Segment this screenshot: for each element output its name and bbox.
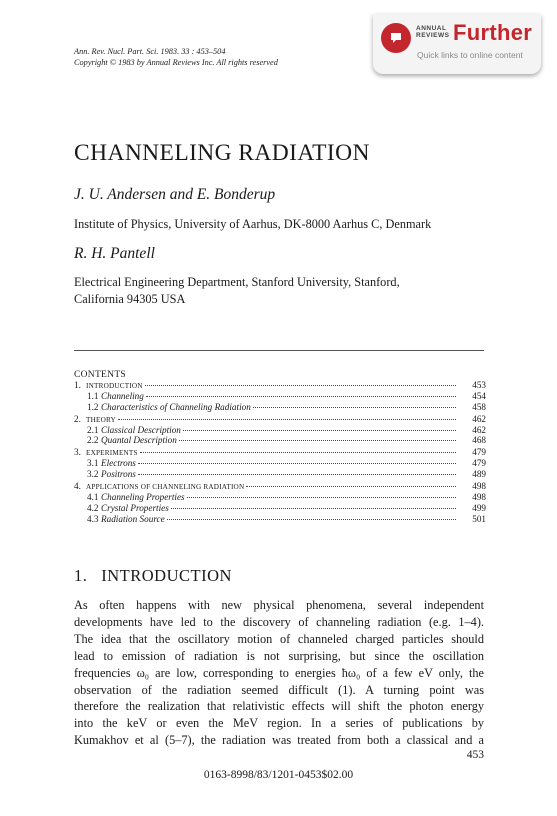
body-line: into the keV or even the MeV region. In a series of publications by [74, 716, 484, 731]
body-text [74, 597, 484, 749]
toc-leader-dots [140, 452, 456, 453]
section-divider [74, 350, 484, 351]
toc-entry[interactable]: 3.1 Electrons 479 [87, 458, 486, 469]
annual-reviews-logo-icon [381, 23, 411, 53]
toc-entry[interactable]: 4.1 Channeling Properties 498 [87, 491, 486, 502]
toc-entry[interactable]: 2. THEORY 462 [74, 413, 486, 424]
toc-leader-dots [138, 474, 456, 475]
body-line: therefore the realization that relativistic effects will shift the photon energy [74, 699, 484, 714]
toc-entry[interactable]: 3. EXPERIMENTS 479 [74, 447, 486, 458]
toc-leader-dots [145, 385, 456, 386]
body-line: The idea that the oscillatory motion of channeled charged particles should [74, 631, 484, 646]
toc-entry[interactable]: 1. INTRODUCTION 453 [74, 380, 486, 390]
journal-header [74, 46, 278, 68]
journal-citation: Ann. Rev. Nucl. Part. Sci. 1983. 33 : 453–504 [74, 47, 226, 56]
toc-entry[interactable]: 4.3 Radiation Source 501 [87, 513, 486, 524]
body-line: lead to emission of radiation is not surprising, but since the oscillation [74, 648, 484, 663]
toc-entry[interactable]: 1.2 Characteristics of Channeling Radiation 458 [87, 401, 486, 412]
toc-entry[interactable]: 4.2 Crystal Properties 499 [87, 502, 486, 513]
toc-leader-dots [187, 497, 456, 498]
toc-leader-dots [167, 519, 456, 520]
toc-entry[interactable]: 2.1 Classical Description 462 [87, 424, 486, 435]
toc-entry[interactable]: 2.2 Quantal Description 468 [87, 435, 486, 446]
banner-tagline: Quick links to online content [417, 50, 523, 60]
banner-headline: Further [453, 20, 533, 45]
toc-leader-dots [171, 508, 456, 509]
body-line: Kumakhov et al (5–7), the radiation was treated from both a classical and a [74, 733, 484, 748]
page-number: 453 [466, 749, 484, 761]
toc-leader-dots [246, 486, 456, 487]
contents-heading: CONTENTS [74, 370, 127, 380]
body-line: frequencies ω₀ are low, corresponding to energies ħω₀ of a few eV only, the [74, 665, 484, 680]
further-banner[interactable] [373, 14, 541, 74]
article-title: CHANNELING RADIATION [74, 140, 370, 166]
toc-leader-dots [253, 407, 456, 408]
toc-leader-dots [183, 430, 456, 431]
affiliation-1: Institute of Physics, University of Aarhus, DK-8000 Aarhus C, Denmark [74, 217, 432, 231]
table-of-contents [74, 380, 486, 525]
toc-entry[interactable]: 1.1 Channeling 454 [87, 390, 486, 401]
footer-code: 0163-8998/83/1201-0453$02.00 [203, 769, 354, 781]
authors-1: J. U. Andersen and E. Bonderup [74, 186, 276, 203]
body-line: As often happens with new physical phenomena, several independent [74, 598, 484, 612]
affiliation-2: Electrical Engineering Department, Stanford University, Stanford, California 94305 USA [74, 275, 400, 306]
toc-leader-dots [179, 440, 456, 441]
body-line: developments have led to the discovery of channeling radiation (e.g. 1–4). [74, 614, 484, 629]
journal-copyright: Copyright © 1983 by Annual Reviews Inc. All rights reserved [74, 58, 278, 67]
toc-leader-dots [146, 396, 456, 397]
body-line: observation of the radiation seemed difficult (1). A turning point was [74, 682, 484, 697]
annual-reviews-wordmark: ANNUAL REVIEWS [416, 25, 450, 39]
toc-entry[interactable]: 4. APPLICATIONS OF CHANNELING RADIATION 498 [74, 481, 486, 492]
toc-leader-dots [138, 463, 456, 464]
toc-entry[interactable]: 3.2 Positrons 489 [87, 469, 486, 480]
authors-2: R. H. Pantell [74, 245, 155, 262]
toc-leader-dots [118, 419, 456, 420]
section-heading: 1. INTRODUCTION [74, 566, 232, 585]
